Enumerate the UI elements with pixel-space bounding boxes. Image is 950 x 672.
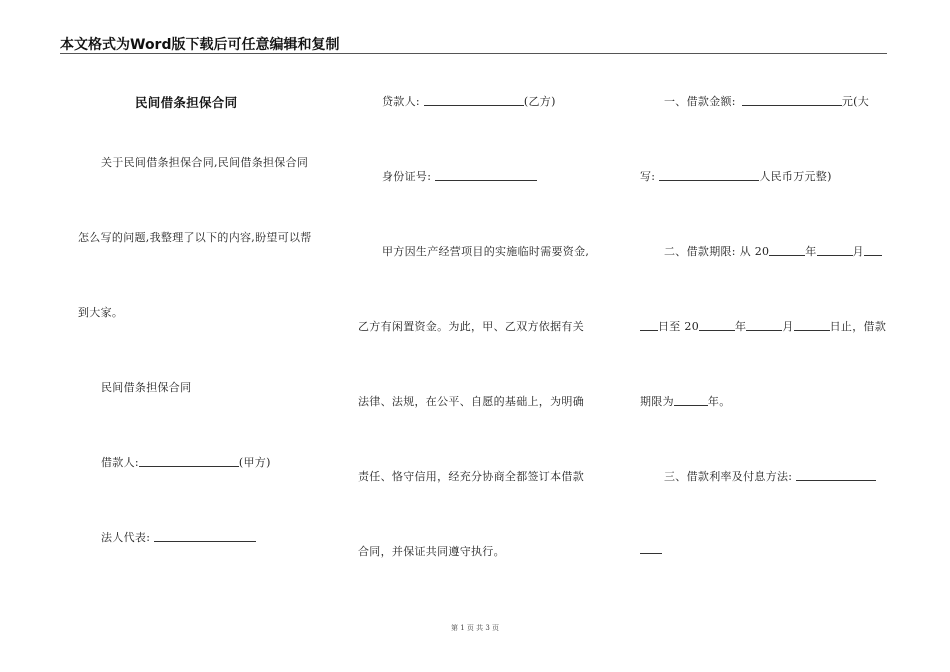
lender-blank [424,95,524,106]
intro-line-3: 到大家。 [78,306,124,319]
term-period-line [640,393,731,409]
term-year-blank [769,245,805,256]
term-period-blank [674,395,708,406]
borrower-label: 借款人: [101,456,139,469]
interest-blank-2 [640,543,662,554]
term-year2: 年 [735,320,747,333]
header-rule [60,53,887,54]
para-line-3: 法律、法规，在公平、自愿的基础上，为明确 [358,395,584,408]
id-label: 身份证号: [382,170,432,183]
intro-line-2: 怎么写的问题,我整理了以下的内容,盼望可以帮 [78,231,312,244]
legal-rep-blank [154,531,256,542]
interest-line-2 [640,543,662,556]
term-day-to: 日至 20 [658,320,699,333]
amount-write-label: 写: [640,170,656,183]
term-period-label: 期限为 [640,395,674,408]
lender-line [382,93,556,109]
para-line-2: 乙方有闲置资金。为此，甲、乙双方依据有关 [358,320,584,333]
legal-rep-line [101,529,256,545]
term-day-blank [864,245,882,256]
download-banner: 本文格式为Word版下载后可任意编辑和复制 [60,37,340,53]
interest-blank [796,470,876,481]
intro-line-1: 关于民间借条担保合同,民间借条担保合同 [101,156,309,169]
term-month-blank [817,245,853,256]
amount-suffix: 元(大 [841,95,870,108]
borrower-role: (甲方) [238,456,271,469]
interest-label: 三、借款利率及付息方法: [664,470,793,483]
amount-line [664,93,869,109]
doc-title: 民间借条担保合同 [135,95,238,110]
amount-write-line [640,168,832,184]
amount-write-blank [659,170,759,181]
term-month: 月 [852,245,864,258]
borrower-line [101,454,271,470]
para-line-1: 甲方因生产经营项目的实施临时需要资金, [382,245,590,258]
term-day-blank-2 [640,320,658,331]
contract-subtitle: 民间借条担保合同 [101,381,192,394]
term-year: 年 [805,245,817,258]
para-line-5: 合同，并保证共同遵守执行。 [358,545,505,558]
lender-role: (乙方) [523,95,556,108]
term-period-unit: 年。 [707,395,731,408]
legal-rep-label: 法人代表: [101,531,151,544]
id-line [382,168,537,184]
lender-label: 贷款人: [382,95,420,108]
amount-rmb: 人民币万元整) [759,170,832,183]
id-blank [435,170,537,181]
term-label: 二、借款期限: 从 20 [664,245,770,258]
term-month2-blank [746,320,782,331]
para-line-4: 责任、恪守信用，经充分协商全都签订本借款 [358,470,584,483]
page-number: 第 1 页 共 3 页 [450,624,500,632]
amount-blank [742,95,842,106]
term-month2: 月 [782,320,794,333]
term-day2-blank [794,320,830,331]
term-year2-blank [699,320,735,331]
term-line [664,243,882,259]
amount-label: 一、借款金额: [664,95,736,108]
interest-line [664,468,876,484]
term-line-2 [640,318,886,334]
borrower-blank [139,456,239,467]
term-end: 日止，借款 [829,320,887,333]
